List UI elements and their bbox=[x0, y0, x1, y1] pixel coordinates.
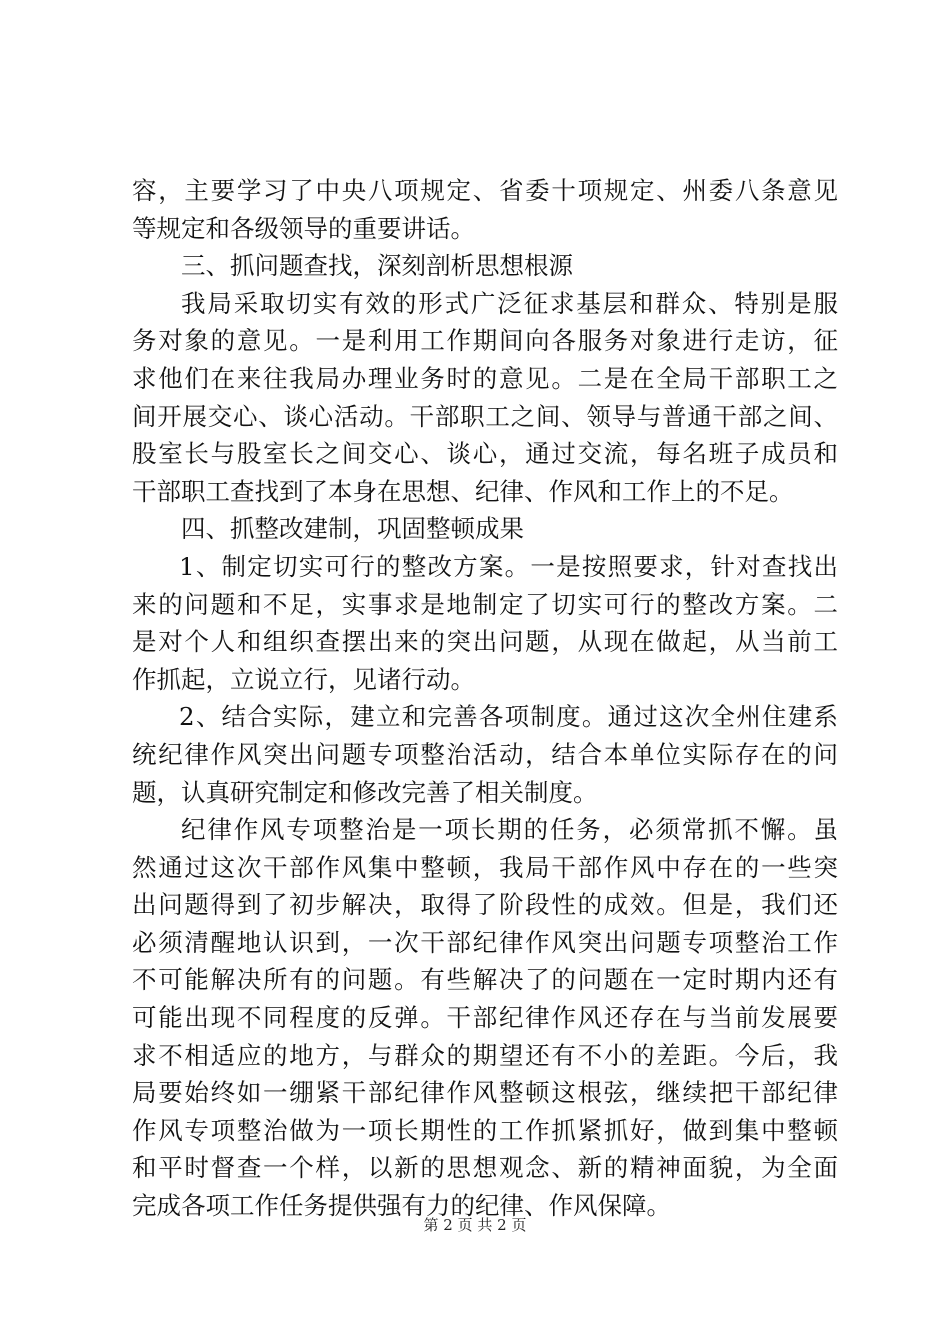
section-heading: 四、抓整改建制，巩固整顿成果 bbox=[181, 514, 524, 544]
body-line: 统纪律作风突出问题专项整治活动，结合本单位实际存在的问 bbox=[132, 739, 838, 769]
body-line: 容，主要学习了中央八项规定、省委十项规定、州委八条意见 bbox=[132, 176, 838, 205]
body-line: 间开展交心、谈心活动。干部职工之间、领导与普通干部之间、 bbox=[132, 401, 838, 431]
body-line: 等规定和各级领导的重要讲话。 bbox=[132, 213, 475, 243]
body-line: 干部职工查找到了本身在思想、纪律、作风和工作上的不足。 bbox=[132, 476, 794, 506]
body-line: 作风专项整治做为一项长期性的工作抓紧抓好，做到集中整顿 bbox=[132, 1115, 838, 1145]
body-line: 纪律作风专项整治是一项长期的任务，必须常抓不懈。虽 bbox=[181, 815, 838, 845]
body-line: 必须清醒地认识到，一次干部纪律作风突出问题专项整治工作 bbox=[132, 927, 838, 957]
body-line: 然通过这次干部作风集中整顿，我局干部作风中存在的一些突 bbox=[132, 852, 838, 882]
body-line: 求不相适应的地方，与群众的期望还有不小的差距。今后，我 bbox=[132, 1040, 838, 1070]
body-line: 出问题得到了初步解决，取得了阶段性的成效。但是，我们还 bbox=[132, 890, 838, 920]
body-line: 和平时督查一个样，以新的思想观念、新的精神面貌，为全面 bbox=[132, 1153, 838, 1183]
body-line: 完成各项工作任务提供强有力的纪律、作风保障。 bbox=[132, 1191, 671, 1221]
body-line: 局要始终如一绷紧干部纪律作风整顿这根弦，继续把干部纪律 bbox=[132, 1078, 838, 1108]
body-line: 股室长与股室长之间交心、谈心，通过交流，每名班子成员和 bbox=[132, 439, 838, 469]
body-line: 题，认真研究制定和修改完善了相关制度。 bbox=[132, 777, 598, 807]
body-line: 作抓起，立说立行，见诸行动。 bbox=[132, 664, 475, 694]
body-line: 2、结合实际，建立和完善各项制度。通过这次全州住建系 bbox=[179, 702, 838, 732]
document-body bbox=[132, 172, 838, 1225]
page-footer: 第 2 页 共 2 页 bbox=[423, 1216, 527, 1234]
body-line: 不可能解决所有的问题。有些解决了的问题在一定时期内还有 bbox=[132, 965, 838, 995]
body-line: 可能出现不同程度的反弹。干部纪律作风还存在与当前发展要 bbox=[132, 1003, 838, 1033]
body-line: 来的问题和不足，实事求是地制定了切实可行的整改方案。二 bbox=[132, 589, 838, 619]
body-line: 求他们在来往我局办理业务时的意见。二是在全局干部职工之 bbox=[132, 363, 838, 393]
body-line: 我局采取切实有效的形式广泛征求基层和群众、特别是服 bbox=[181, 288, 838, 318]
body-line: 1、制定切实可行的整改方案。一是按照要求，针对查找出 bbox=[179, 551, 838, 581]
body-line: 务对象的意见。一是利用工作期间向各服务对象进行走访，征 bbox=[132, 326, 838, 356]
body-line: 是对个人和组织查摆出来的突出问题，从现在做起，从当前工 bbox=[132, 627, 838, 657]
section-heading: 三、抓问题查找，深刻剖析思想根源 bbox=[181, 251, 573, 281]
